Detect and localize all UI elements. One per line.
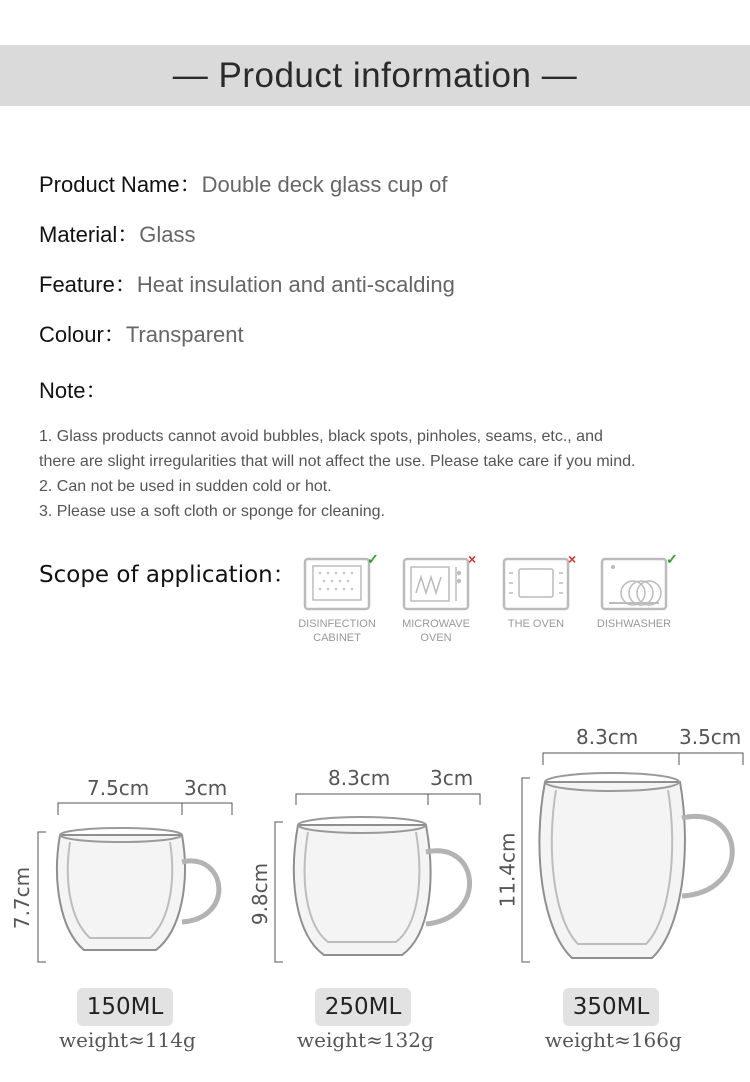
app-label: OVEN xyxy=(420,632,452,644)
dishwasher-icon xyxy=(599,553,669,613)
cup-250ml xyxy=(294,817,470,955)
cup3-height-label: 11.4cm xyxy=(495,832,520,908)
cup-150ml xyxy=(57,828,219,950)
app-label: MICROWAVE xyxy=(402,618,470,630)
product-name-value: Double deck glass cup of xyxy=(201,172,448,197)
note-line: there are slight irregularities that will not affect the use. Please take care if you mind. xyxy=(39,453,636,470)
product-name-label: Product Name： xyxy=(39,172,202,197)
capacity-badge: 350ML xyxy=(563,988,659,1026)
cup1-width-label: 7.5cm xyxy=(87,776,150,800)
colour-label: Colour： xyxy=(39,322,126,347)
app-label: CABINET xyxy=(313,632,361,644)
note-list xyxy=(39,424,719,524)
weight-label: weight≈132g xyxy=(297,1028,434,1052)
app-label: DISHWASHER xyxy=(596,618,672,630)
capacity-badge: 250ML xyxy=(315,988,411,1026)
cup2-height-label: 9.8cm xyxy=(248,862,273,926)
microwave-oven-icon xyxy=(401,553,471,613)
section-title: — Product information — xyxy=(172,55,578,95)
cup-350ml xyxy=(539,773,732,958)
disinfection-cabinet-icon xyxy=(302,553,372,613)
app-label: DISINFECTION xyxy=(298,618,376,630)
product-name-row xyxy=(39,168,447,199)
scope-label: Scope of application： xyxy=(39,562,296,588)
colour-value: Transparent xyxy=(125,322,244,347)
check-mark-icon: ✓ xyxy=(666,551,678,567)
capacity-badge: 150ML xyxy=(77,988,173,1026)
note-line: 3. Please use a soft cloth or sponge for cleaning. xyxy=(39,503,385,520)
note-line: 1. Glass products cannot avoid bubbles, black spots, pinholes, seams, etc., and xyxy=(39,428,603,445)
check-mark-icon: ✓ xyxy=(367,551,379,567)
cup1-handle-label: 3cm xyxy=(184,776,228,800)
app-label: THE OVEN xyxy=(507,618,565,630)
weight-label: weight≈166g xyxy=(545,1028,682,1052)
feature-row xyxy=(39,268,455,299)
material-row xyxy=(39,218,196,249)
weight-label: weight≈114g xyxy=(59,1028,196,1052)
colour-row xyxy=(39,318,244,349)
section-banner xyxy=(0,45,750,106)
cup2-handle-label: 3cm xyxy=(430,766,474,790)
cup1-height-label: 7.7cm xyxy=(10,866,35,930)
feature-value: Heat insulation and anti-scalding xyxy=(136,272,455,297)
cup3-width-label: 8.3cm xyxy=(576,725,639,749)
cross-mark-icon: × xyxy=(468,551,477,567)
cup3-handle-label: 3.5cm xyxy=(679,725,742,749)
cup2-width-label: 8.3cm xyxy=(328,766,391,790)
material-value: Glass xyxy=(139,222,196,247)
feature-label: Feature： xyxy=(39,272,137,297)
material-label: Material： xyxy=(39,222,140,247)
oven-icon xyxy=(501,553,571,613)
cross-mark-icon: × xyxy=(568,551,577,567)
note-line: 2. Can not be used in sudden cold or hot. xyxy=(39,478,332,495)
note-title: Note： xyxy=(39,378,108,403)
